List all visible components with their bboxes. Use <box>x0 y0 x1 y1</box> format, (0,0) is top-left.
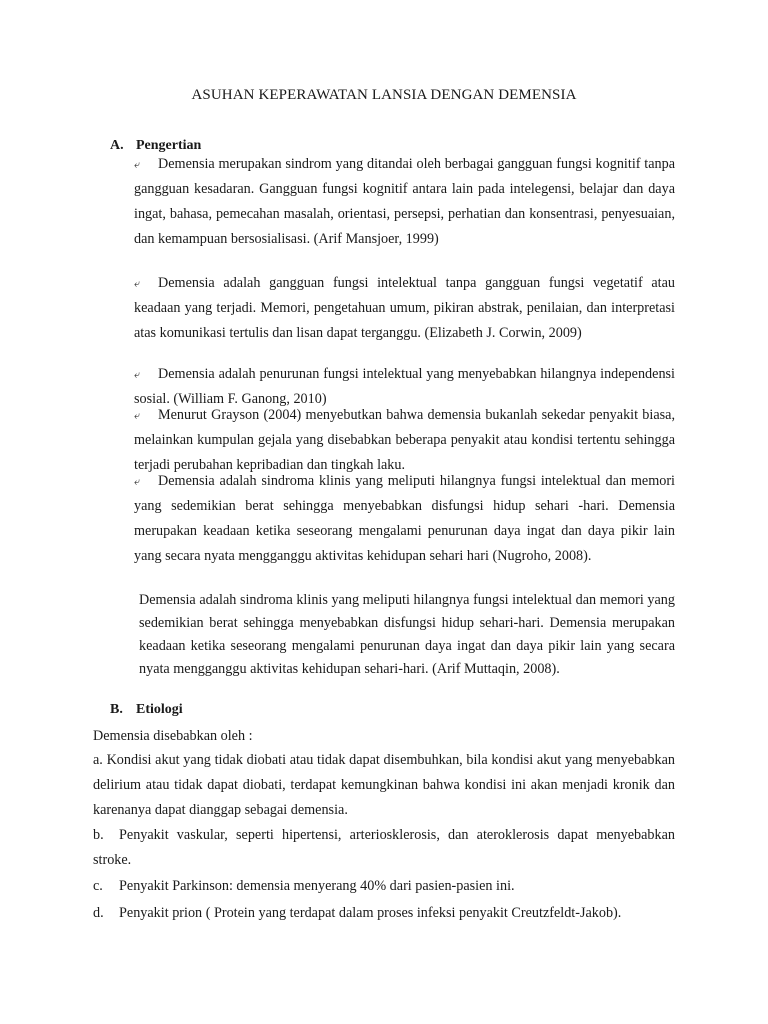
bullet-text: Demensia merupakan sindrom yang ditandai oleh berbagai gangguan fungsi kognitif tanpa gangguan kesadaran. Gangguan fungsi kognitif antara lain pada intelegensi, belajar dan daya ingat, bahasa, pemecahan masalah, orientasi, persepsi, perhatian dan konsentrasi, penyesuaian, dan kemampuan bersosialisasi. (Arif Mansjoer, 1999) <box>134 156 675 247</box>
definition-bullet-1 <box>134 152 675 252</box>
etiology-intro: Demensia disebabkan oleh : <box>93 728 253 744</box>
document-title: ASUHAN KEPERAWATAN LANSIA DENGAN DEMENSIA <box>191 87 577 103</box>
section-b-heading <box>110 702 183 718</box>
bullet-arrow-icon: ⤶ <box>134 277 141 290</box>
bullet-text: Demensia adalah penurunan fungsi intelektual yang menyebabkan hilangnya independensi sosial. (William F. Ganong, 2010) <box>134 366 675 407</box>
etiology-item-c <box>93 874 675 899</box>
bullet-text: Menurut Grayson (2004) menyebutkan bahwa demensia bukanlah sekedar penyakit biasa, melainkan kumpulan gejala yang disebabkan beberapa penyakit atau kondisi tertentu sehingga terjadi perubahan kepribadian dan tingkah laku. <box>134 407 675 473</box>
etiology-item-a <box>93 748 675 823</box>
bullet-arrow-icon: ⤶ <box>134 475 141 488</box>
item-text: Kondisi akut yang tidak diobati atau tidak dapat disembuhkan, bila kondisi akut yang menyebabkan delirium atau tidak dapat diobati, terdapat kemungkinan bahwa kondisi ini akan menjadi kronik dan karenanya dapat dianggap sebagai demensia. <box>93 752 676 818</box>
bullet-arrow-icon: ⤶ <box>134 158 141 171</box>
definition-extra-paragraph: Demensia adalah sindroma klinis yang meliputi hilangnya fungsi intelektual dan memori yang sedemikian berat sehingga menyebabkan disfungsi hidup sehari-hari. Demensia merupakan keadaan ketika seseorang mengalami penurunan daya ingat dan daya pikir lain yang secara nyata mengganggu aktivitas kehidupan sehari-hari. (Arif Muttaqin, 2008). <box>139 592 675 677</box>
item-text: Penyakit Parkinson: demensia menyerang 40% dari pasien-pasien ini. <box>119 878 515 894</box>
definition-bullet-4 <box>134 403 675 478</box>
etiology-item-d <box>93 901 675 926</box>
bullet-arrow-icon: ⤶ <box>134 368 141 381</box>
item-text: Penyakit vaskular, seperti hipertensi, arteriosklerosis, dan ateroklerosis dapat menyebabkan stroke. <box>93 827 675 868</box>
item-label: b. <box>93 827 104 843</box>
section-a-number: A. <box>110 138 124 153</box>
item-label: c. <box>93 878 103 894</box>
bullet-text: Demensia adalah sindroma klinis yang meliputi hilangnya fungsi intelektual dan memori yang sedemikian berat sehingga menyebabkan disfungsi hidup sehari -hari. Demensia merupakan keadaan ketika seseorang mengalami penurunan daya ingat dan daya pikir lain yang secara nyata mengganggu aktivitas kehidupan sehari hari (Nugroho, 2008). <box>134 473 675 564</box>
etiology-item-b <box>93 823 675 873</box>
section-a-title: Pengertian <box>136 138 202 153</box>
definition-bullet-5 <box>134 469 675 569</box>
bullet-arrow-icon: ⤶ <box>134 409 141 422</box>
section-b-title: Etiologi <box>136 702 183 717</box>
section-b-number: B. <box>110 702 123 717</box>
item-label: a. <box>93 752 103 768</box>
definition-bullet-2 <box>134 271 675 346</box>
bullet-text: Demensia adalah gangguan fungsi intelektual tanpa gangguan fungsi vegetatif atau keadaan yang terjadi. Memori, pengetahuan umum, pikiran abstrak, penilaian, dan interpretasi atas komunikasi tertulis dan lisan dapat terganggu. (Elizabeth J. Corwin, 2009) <box>134 275 675 341</box>
item-label: d. <box>93 905 104 921</box>
item-text: Penyakit prion ( Protein yang terdapat dalam proses infeksi penyakit Creutzfeldt-Jakob). <box>119 905 622 921</box>
